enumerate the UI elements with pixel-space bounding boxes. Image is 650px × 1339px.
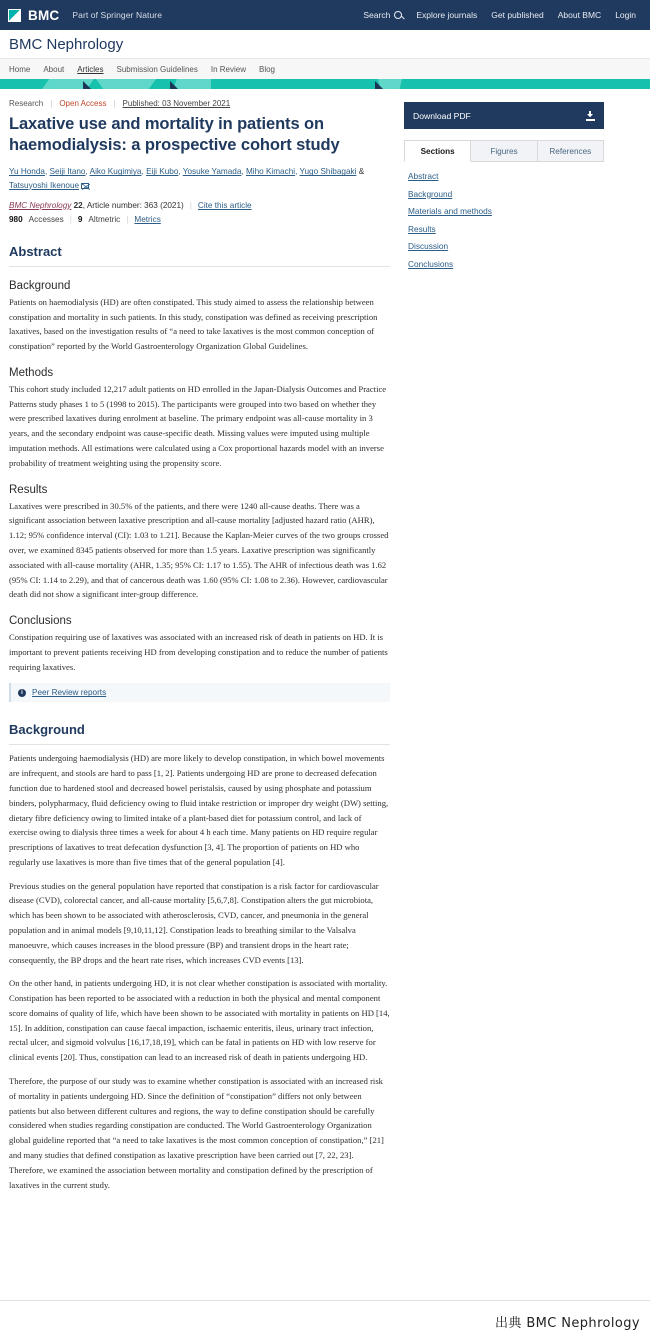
article-page: [0, 89, 650, 1201]
author-link-3[interactable]: Aiko Kugimiya: [89, 167, 142, 177]
meta-divider-1: |: [50, 99, 53, 108]
tab-references[interactable]: References: [538, 140, 604, 161]
search-icon: [394, 11, 402, 19]
abstract-subheading-methods: Methods: [9, 366, 54, 379]
about-bmc-link[interactable]: About BMC: [557, 10, 602, 20]
section-link-discussion[interactable]: Discussion: [408, 241, 449, 251]
get-published-link[interactable]: Get published: [491, 10, 544, 20]
bmc-logo-wordmark: BMC: [28, 7, 60, 23]
download-pdf-button[interactable]: [404, 102, 604, 129]
abstract-text-methods: This cohort study included 12,217 adult patients on HD enrolled in the Japan-Dialysis Outcomes and Practice Patterns study phases 1 to 5 (1998 to 2015). The participants were grouped into two based on whether they were prescribed laxatives during enrolment at baseline. The primary endpoint was all-cause mortality in 3 years, and the secondary endpoint was cause-specific death. Missing values were imputed using multiple imputation methods. All estimations were calculated using a Cox proportional hazards model with an inverse probability of treatment weighting using the propensity score.: [9, 383, 387, 468]
abstract-text-background: Patients on haemodialysis (HD) are often constipated. This study aimed to assess the relationship between constipation and mortality in such patients. In this study, constipation was defined as receiving prescription laxatives, based on the investigation results of “a need to take laxatives is the most common conception of constipation” reported by the World Gastroenterology Organization Global Guidelines.: [9, 296, 378, 352]
meta-divider-2: |: [113, 99, 116, 108]
download-icon: [586, 111, 595, 121]
cite-this-article-link[interactable]: Cite this article: [197, 200, 252, 210]
band-shape-4: [378, 79, 402, 89]
author-link-2[interactable]: Seiji Itano: [49, 167, 86, 177]
background-paragraph-2: Previous studies on the general population have reported that constipation is a risk factor for cardiovascular disease (CVD), colorectal cancer, and all-cause mortality [5,6,7,8]. Constipation alters the gut microbiota, which has been shown to be associated with atherosclerosis, CVD, cancer, and pneumonia in the general population and in animal models [9,10,11,12]. Constipation leads to breathing similar to the Valsalva manoeuvre, which causes increases in the blood pressure (BP) and transient drops in the heart rate; consequently, the BP drops and the heart rate rises, which increases CVD events [13].: [9, 880, 379, 965]
author-link-4[interactable]: Eiji Kubo: [146, 167, 179, 177]
bmc-brand[interactable]: [8, 8, 162, 23]
article-sidebar: [404, 99, 604, 269]
author-link-5[interactable]: Yosuke Yamada: [182, 167, 242, 177]
envelope-icon[interactable]: [81, 183, 89, 189]
journal-title-bar: [0, 30, 650, 58]
citation-article-number: , Article number: 363 (2021): [82, 200, 184, 210]
published-date: Published: 03 November 2021: [122, 99, 231, 108]
journal-nav-about[interactable]: About: [43, 64, 65, 74]
abstract-text-results: Laxatives were prescribed in 30.5% of the patients, and there were 1240 all-cause deaths. There was a significant association between laxative prescription and all-cause mortality [adjusted hazard ratio (AHR), 1.12; 95% confidence interval (CI): 1.03 to 1.21]. Because the Kaplan-Meier curves of the two groups crossed over, we examined 8345 patients observed for more than 1.5 years. Laxative prescription was significantly associated with all-cause mortality (AHR, 1.35; 95% CI: 1.17 to 1.55). The AHR of infectious death was 1.62 (95% CI: 1.14 to 2.29), and that of cancerous death was 1.60 (95% CI: 1.08 to 2.36). However, cardiovascular death did not show a significant inter-group difference.: [9, 500, 389, 600]
sidebar-tabs: [404, 140, 604, 162]
background-paragraph-3: On the other hand, in patients undergoing HD, it is not clear whether constipation is associated with mortality. Constipation has been reported to be associated with a reduction in both the physical and mental component score domains of quality of life, which have been shown to be associated with mortality in patients on HD [14, 15]. In addition, constipation can cause faecal impaction, ischaemic enteritis, ileus, urinary tract infection, rectal ulcer, and sigmoid volvulus [16,17,18,19], which can be fatal in patients on HD with low reserve for clinical events [20]. Thus, constipation can lead to an increased risk of death in patients undergoing HD.: [9, 978, 390, 1063]
bmc-logo-icon: [8, 9, 21, 22]
band-shape-2: [96, 79, 156, 89]
section-link-conclusions[interactable]: Conclusions: [408, 258, 454, 269]
brand-decorative-band: [0, 79, 650, 89]
springer-top-nav: [0, 0, 650, 30]
download-pdf-label: Download PDF: [413, 110, 471, 121]
journal-nav-blog[interactable]: Blog: [258, 64, 275, 74]
author-link-1[interactable]: Yu Honda: [9, 167, 45, 177]
journal-nav: [0, 58, 650, 79]
top-nav-links: [363, 10, 642, 20]
metrics-line: [9, 215, 390, 224]
article-type-label: Research: [9, 99, 44, 108]
citation-volume: 22: [73, 200, 83, 210]
author-link-6[interactable]: Miho Kimachi: [245, 167, 296, 177]
article-main-column: [9, 99, 390, 1201]
band-shape-3: [173, 79, 211, 89]
corresponding-author-link[interactable]: Tatsuyoshi Ikenoue: [9, 180, 80, 190]
section-link-abstract[interactable]: Abstract: [408, 171, 439, 181]
metrics-divider-2: |: [126, 214, 129, 224]
login-link[interactable]: Login: [615, 10, 636, 20]
section-link-background[interactable]: Background: [408, 188, 453, 199]
content-bottom-divider: [0, 1300, 650, 1301]
peer-review-reports-link[interactable]: Peer Review reports: [32, 688, 107, 698]
springer-nature-tagline: Part of Springer Nature: [72, 10, 163, 20]
journal-nav-submission-guidelines[interactable]: Submission Guidelines: [116, 64, 198, 74]
info-icon: i: [18, 689, 26, 697]
abstract-subheading-conclusions: Conclusions: [9, 615, 72, 628]
accesses-count: 980: [9, 214, 23, 224]
section-link-materials-and-methods[interactable]: Materials and methods: [408, 206, 492, 216]
background-paragraph-1: Patients undergoing haemodialysis (HD) are more likely to develop constipation, in which bowel movements are infrequent, and stools are hard to pass [1, 2]. Patients undergoing HD are prone to decreased defecation function due to hardened stool and decreased bowel peristalsis, caused by using phosphate and potassium binders, polypharmacy, fluid deficiency owing to fluid intake restriction or improper dry weight (DW) setting, dietary fibre deficiency owing to limited intake of a plant-based diet for potassium control, and lack of exercise owing to dialysis three times a week for about 4 h each time. Many patients on HD require regular prescriptions of laxatives to treat defecation dysfunction [3, 4]. The proportion of patients on HD who regularly use laxatives is more than five times that of the general population [4].: [9, 753, 389, 867]
section-link-results[interactable]: Results: [408, 223, 436, 234]
explore-journals-link[interactable]: Explore journals: [416, 10, 478, 20]
article-meta-line: [9, 99, 390, 108]
citation-journal-name[interactable]: BMC Nephrology: [9, 200, 72, 210]
journal-title[interactable]: BMC Nephrology: [9, 35, 124, 53]
authors-joiner: &: [358, 167, 365, 177]
abstract-text-conclusions: Constipation requiring use of laxatives was associated with an increased risk of death in patients on HD. It is important to prevent patients receiving HD from developing constipation and to reduce the number of patients requiring laxatives.: [9, 632, 388, 672]
source-caption: 出典 BMC Nephrology: [494, 1316, 640, 1331]
abstract-subheading-background: Background: [9, 279, 71, 292]
citation-line: [9, 201, 390, 210]
author-list: Yu Honda, Seiji Itano, Aiko Kugimiya, Eiji Kubo, Yosuke Yamada, Miho Kimachi, Yugo Shibagaki & Tatsuyoshi Ikenoue: [9, 167, 365, 190]
journal-nav-articles[interactable]: Articles: [77, 64, 104, 74]
metrics-link[interactable]: Metrics: [134, 214, 161, 224]
background-heading: Background: [9, 722, 390, 745]
author-link-7[interactable]: Yugo Shibagaki: [299, 167, 357, 177]
journal-nav-home[interactable]: Home: [9, 64, 31, 74]
abstract-heading: Abstract: [9, 244, 390, 267]
search-label: Search: [363, 10, 391, 20]
tab-sections[interactable]: Sections: [404, 140, 471, 162]
altmetric-count: 9: [77, 214, 83, 224]
article-title: Laxative use and mortality in patients on haemodialysis: a prospective cohort study: [9, 115, 340, 155]
metrics-divider-1: |: [69, 214, 72, 224]
altmetric-label: Altmetric: [88, 214, 121, 224]
search-link[interactable]: [363, 10, 402, 20]
open-access-badge: Open Access: [59, 99, 107, 108]
journal-nav-in-review[interactable]: In Review: [210, 64, 246, 74]
accesses-label: Accesses: [28, 214, 64, 224]
background-paragraph-4: Therefore, the purpose of our study was to examine whether constipation is associated with an increased risk of mortality in patients undergoing HD. Since the definition of “constipation” differs not only between patients but also between different cultures and regions, the way to define constipation should be carefully considered when studies regarding constipation are conducted. The World Gastroenterology Organization global guideline reported that “a need to take laxatives is the most common conception of constipation,” [21] and many studies that defined constipation as laxative prescription have been carried out [7, 22, 23]. Therefore, we examined the association between mortality and constipation defined by the prescription of laxatives in the current study.: [9, 1076, 384, 1190]
peer-review-banner[interactable]: [9, 683, 390, 702]
citation-divider: |: [189, 200, 192, 210]
abstract-subheading-results: Results: [9, 483, 48, 496]
tab-figures[interactable]: Figures: [471, 140, 537, 161]
sections-nav-list: [404, 162, 604, 269]
